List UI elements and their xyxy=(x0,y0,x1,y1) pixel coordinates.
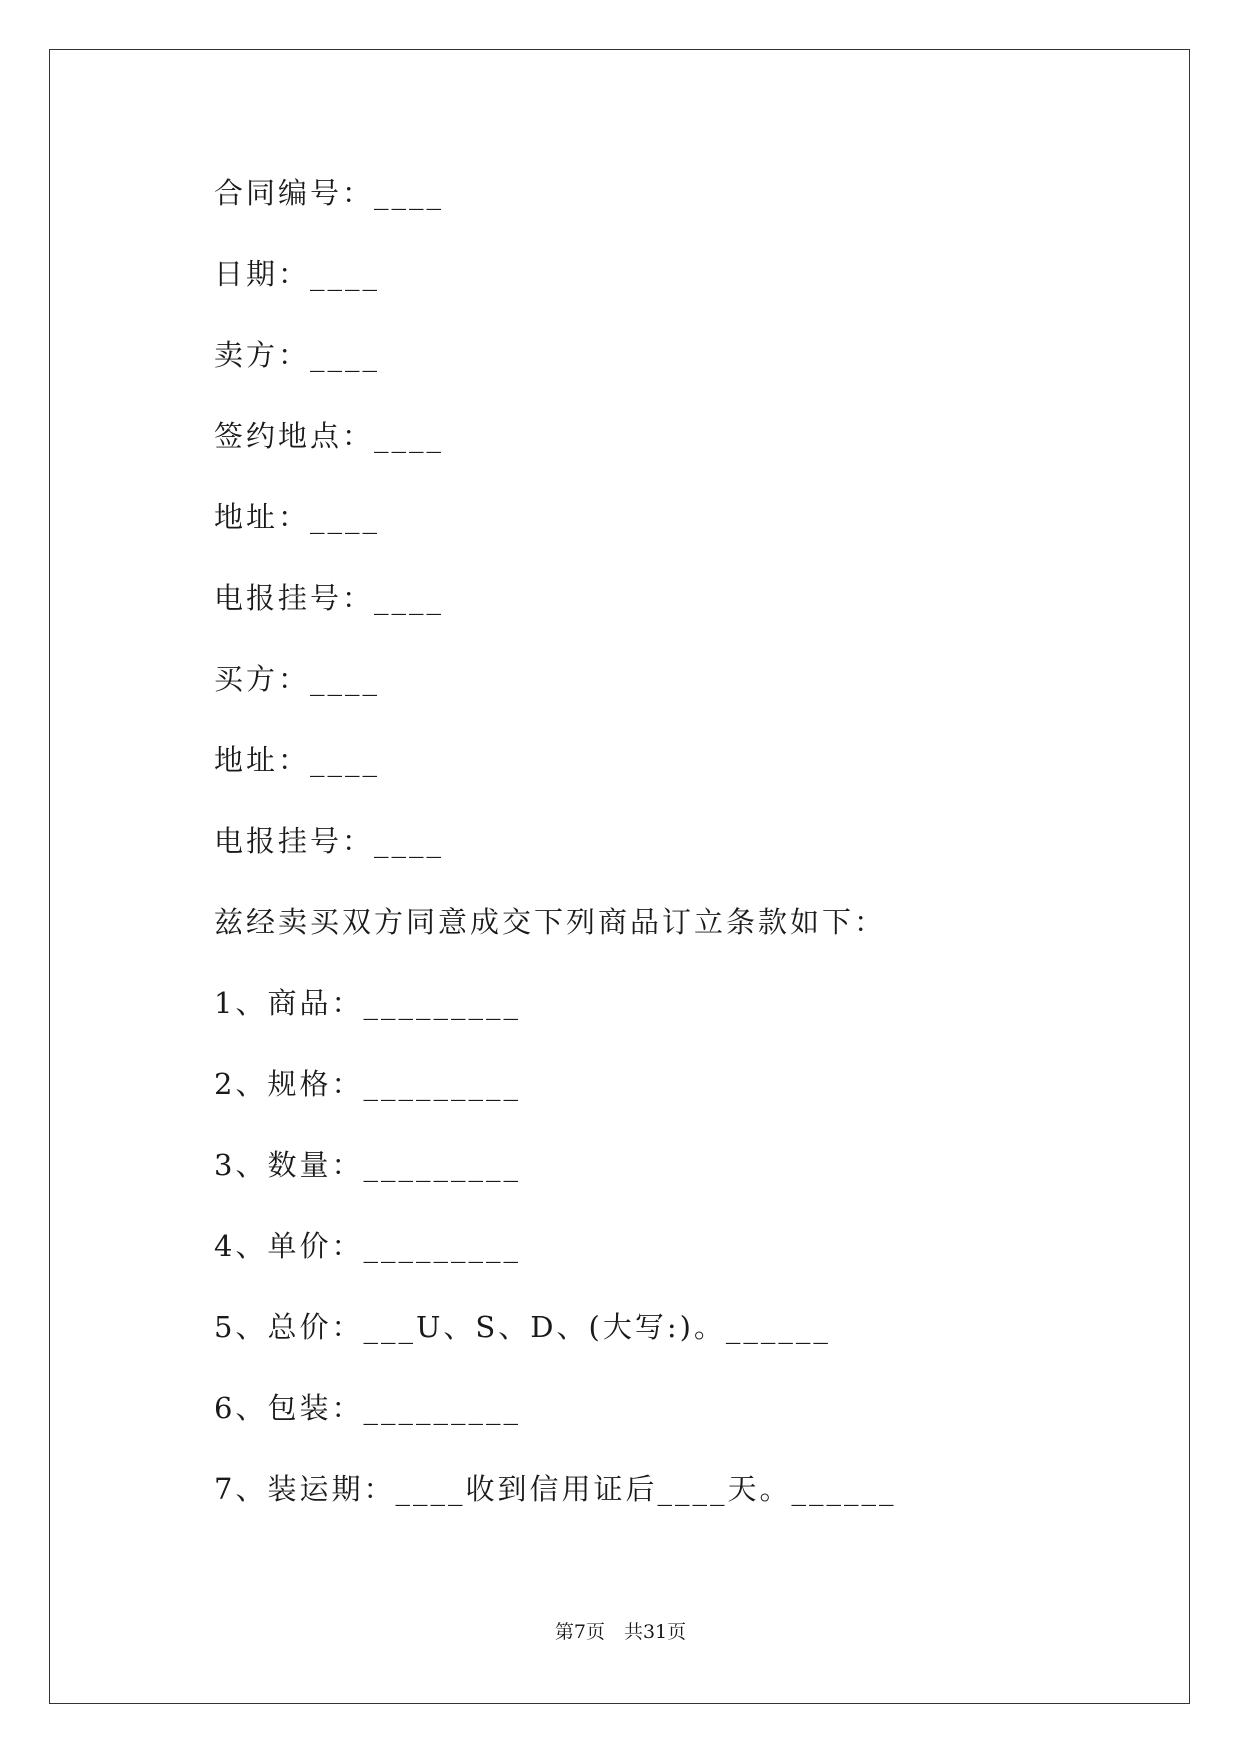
clause-shipment: 7、装运期：____收到信用证后____天。______ xyxy=(214,1472,897,1506)
seller-line: 卖方：____ xyxy=(214,338,381,372)
date-line: 日期：____ xyxy=(214,257,381,291)
clause-packing: 6、包装：_________ xyxy=(214,1391,521,1425)
seller-cable-line: 电报挂号：____ xyxy=(214,581,445,615)
clause-quantity: 3、数量：_________ xyxy=(214,1148,521,1182)
signing-place-line: 签约地点：____ xyxy=(214,419,445,453)
seller-address-line: 地址：____ xyxy=(214,500,381,534)
buyer-cable-line: 电报挂号：____ xyxy=(214,824,445,858)
buyer-address-line: 地址：____ xyxy=(214,743,381,777)
agreement-intro-line: 兹经卖买双方同意成交下列商品订立条款如下： xyxy=(214,905,887,939)
clause-specification: 2、规格：_________ xyxy=(214,1067,521,1101)
page-border xyxy=(49,49,1190,1704)
page-number-footer: 第7页 共31页 xyxy=(554,1621,687,1643)
clause-unit-price: 4、单价：_________ xyxy=(214,1229,521,1263)
clause-total-price: 5、总价：___U、S、D、(大写:)。______ xyxy=(214,1310,831,1344)
contract-number-line: 合同编号：____ xyxy=(214,176,445,210)
buyer-line: 买方：____ xyxy=(214,662,381,696)
clause-commodity: 1、商品：_________ xyxy=(214,986,521,1020)
